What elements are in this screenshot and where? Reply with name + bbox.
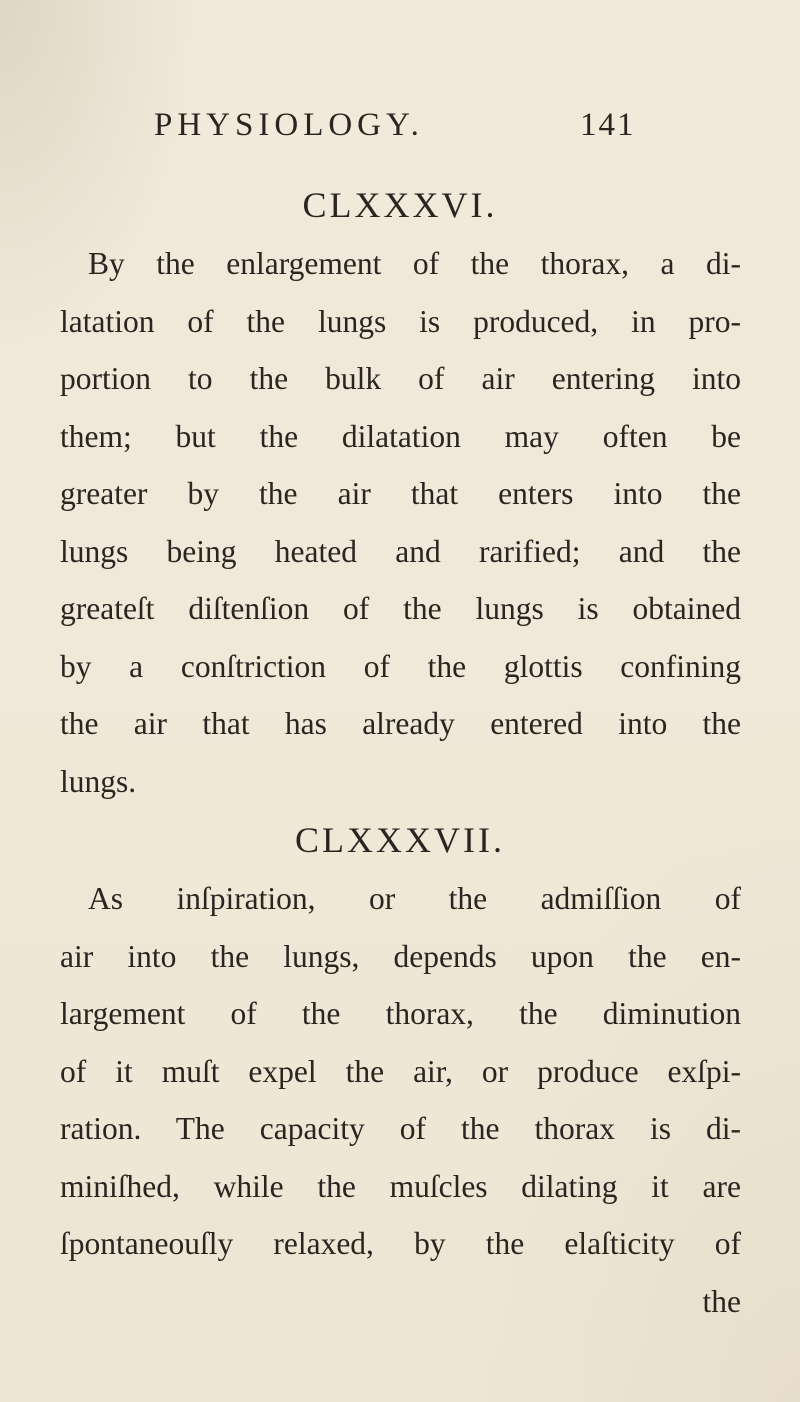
page-number: 141: [580, 107, 636, 143]
text-line: greater by the air that enters into the: [60, 476, 741, 511]
text-line: As inſpiration, or the admiſſion of: [88, 881, 741, 916]
text-line: By the enlargement of the thorax, a di-: [88, 246, 741, 281]
text-line: greateſt diſtenſion of the lungs is obtained: [60, 591, 741, 626]
section-heading-187: CLXXXVII.: [295, 820, 505, 860]
text-line: miniſhed, while the muſcles dilating it are: [60, 1168, 741, 1204]
section-heading-186: CLXXXVI.: [302, 185, 498, 225]
running-head-title: PHYSIOLOGY.: [154, 107, 424, 143]
text-line: portion to the bulk of air entering into: [60, 361, 741, 396]
text-line: air into the lungs, depends upon the en-: [60, 938, 741, 974]
catchword: the: [702, 1283, 741, 1319]
text-line: lungs being heated and rarified; and the: [60, 533, 741, 569]
text-line: by a conſtriction of the glottis confining: [60, 648, 741, 684]
text-line: ſpontaneouſly relaxed, by the elaſticity of: [60, 1226, 741, 1261]
text-line: the air that has already entered into the: [60, 706, 741, 741]
paragraph-187: [60, 870, 741, 1330]
paragraph-186: [60, 235, 741, 810]
text-line: latation of the lungs is produced, in pro-: [60, 303, 741, 339]
text-line: of it muſt expel the air, or produce exſpi-: [60, 1053, 741, 1089]
running-head: [0, 100, 800, 150]
text-line: lungs.: [60, 763, 137, 799]
text-line: them; but the dilatation may often be: [60, 418, 741, 454]
text-line: ration. The capacity of the thorax is di-: [60, 1111, 741, 1146]
text-line: largement of the thorax, the diminution: [60, 996, 741, 1031]
